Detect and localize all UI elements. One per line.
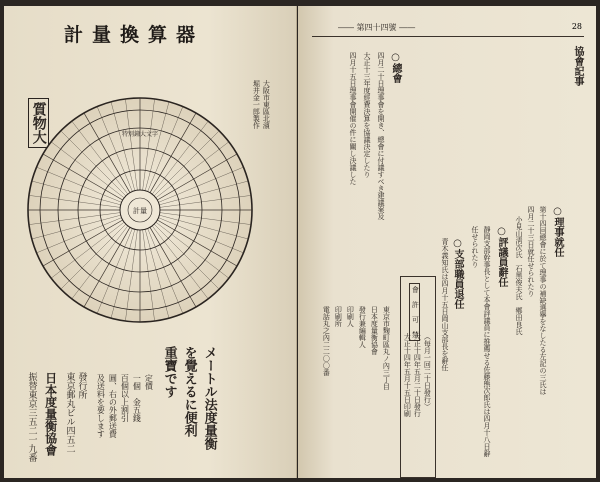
section-heading-2: ○評議員辭任 xyxy=(496,226,507,287)
section-2-line-1: 靜岡支部幹事長として本會評議員に推薦せる佐藤熊次郎氏は四月十八日辭 xyxy=(483,226,491,457)
dial-center-text: 計量 xyxy=(133,207,147,215)
colophon-2: 日本度量衡協會 xyxy=(370,306,379,355)
conversion-dial xyxy=(26,88,254,328)
notice-tag: 會 許 可 禁 xyxy=(409,283,420,341)
section-heading-1: ○理事就任 xyxy=(552,206,563,257)
notice-line-1: 大正十四年五月十五日印刷 xyxy=(403,333,412,417)
section-4-line-2: 大正十三年度經費決算を協議決定したり xyxy=(363,52,371,178)
dial-ring-text: 特別鐘大文字 xyxy=(121,131,159,138)
price-label: 定價 xyxy=(144,374,154,390)
publication-notice-box xyxy=(400,276,436,478)
ad-small-1: 一個 金五錢 xyxy=(132,374,142,422)
box-label: 質物大 xyxy=(28,98,49,148)
publisher-label: 發行所 xyxy=(76,372,87,399)
section-4-line-1: 四月二十日理事會を開き、總會に付議すべき建議案及 xyxy=(377,52,385,220)
manufacturer-line-1: 大阪市東區北濱 xyxy=(262,80,271,129)
section-heading-4: ○總會 xyxy=(390,52,401,83)
section-1-line-2: 四月二十三日就任せられたり xyxy=(527,206,535,297)
notice-line-2: 大正十四年五月二十日發行 xyxy=(413,333,422,417)
left-page xyxy=(4,6,297,478)
ad-small-2: 百個以上割引 xyxy=(120,374,130,422)
colophon-3: 發行兼編輯人 xyxy=(358,306,367,348)
section-1-line-1: 第十四回總會に於て理事の補缺選擧をなしたる左記の三氏は xyxy=(539,206,547,395)
running-header: ―― 第四十四號 ―― xyxy=(338,23,416,32)
colophon-5: 印刷所 xyxy=(334,306,343,327)
page-number: 28 xyxy=(571,22,582,31)
ad-small-3: 圓、右の外郵送費 xyxy=(108,374,118,438)
ad-headline-1: メートル法度量衡 xyxy=(201,346,217,450)
manufacturer-line-2: 堀井金一郎製作 xyxy=(252,80,261,129)
notice-line-3: （每月一回二十日發行） xyxy=(423,333,432,410)
header-rule xyxy=(312,36,584,37)
section-3-line-1: 青木義知氏は四月十五日岡山支部長を辭任 xyxy=(441,238,449,371)
section-1-line-3: 小見山淸次氏 石黑俊夫氏 鄕田良氏 xyxy=(515,216,523,335)
section-heading-3: ○支部職員退任 xyxy=(452,238,463,309)
section-2-line-2: 任せられたり xyxy=(471,226,479,268)
page-title: 計量換算器 xyxy=(64,24,205,46)
ad-small-4: 及送料を要します xyxy=(96,374,106,438)
publisher-tel: 振替東京三五二一九番 xyxy=(26,372,37,462)
publisher-address: 東京郵丸ビル四五二 xyxy=(64,372,75,453)
colophon-4: 印刷人 xyxy=(346,306,355,327)
ad-headline-2: を覺えるに便利 xyxy=(181,346,197,437)
publisher-name: 日本度量衡協會 xyxy=(43,372,58,456)
column-heading: 協會記事 xyxy=(572,46,583,86)
colophon-1: 東京市麴町區丸ノ內三丁目 xyxy=(382,306,391,390)
colophon-6: 電話丸之內二二〇〇番 xyxy=(322,306,331,376)
ad-headline-3: 重寶です xyxy=(161,346,177,398)
right-page xyxy=(298,6,596,478)
section-4-line-3: 四月十五日理事會開催の件に關し決議した xyxy=(349,52,357,185)
